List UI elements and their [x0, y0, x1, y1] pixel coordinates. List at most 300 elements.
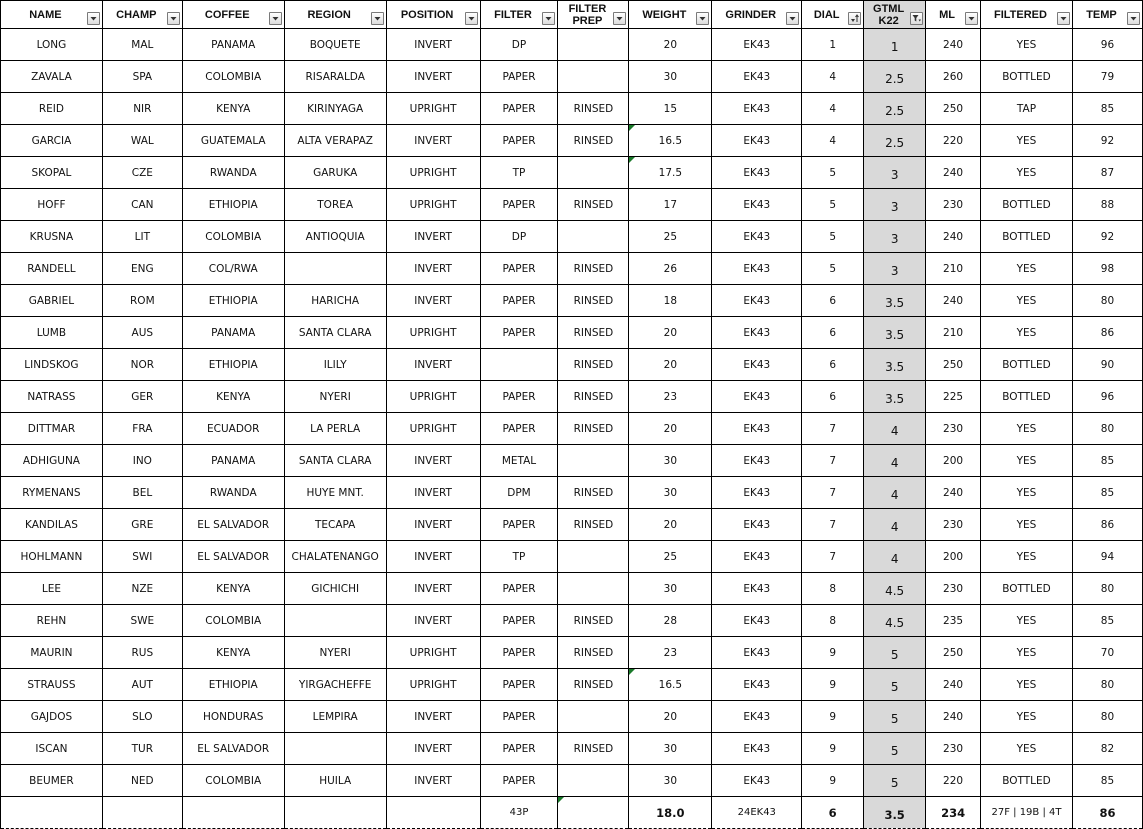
cell-coffee[interactable]: COL/RWA — [182, 253, 284, 285]
cell-position[interactable]: INVERT — [386, 573, 480, 605]
cell-position[interactable]: INVERT — [386, 29, 480, 61]
cell-weight[interactable]: 16.5 — [629, 125, 712, 157]
cell-gtml-k22[interactable]: 3 — [864, 157, 926, 189]
cell-weight[interactable]: 30 — [629, 765, 712, 797]
cell-dial[interactable]: 1 — [802, 29, 864, 61]
cell-coffee[interactable]: COLOMBIA — [182, 605, 284, 637]
cell-grinder[interactable]: EK43 — [712, 669, 802, 701]
total-gtml-k22[interactable]: 3.5 — [864, 797, 926, 829]
cell-gtml-k22[interactable]: 3.5 — [864, 285, 926, 317]
cell-temp[interactable]: 96 — [1072, 381, 1142, 413]
cell-dial[interactable]: 6 — [802, 349, 864, 381]
cell-filter-prep[interactable]: RINSED — [558, 509, 629, 541]
cell-weight[interactable]: 25 — [629, 221, 712, 253]
cell-dial[interactable]: 4 — [802, 61, 864, 93]
cell-filtered[interactable]: YES — [981, 637, 1073, 669]
cell-name[interactable]: STRAUSS — [1, 669, 103, 701]
cell-filter-prep[interactable] — [558, 61, 629, 93]
cell-temp[interactable]: 92 — [1072, 125, 1142, 157]
cell-region[interactable]: CHALATENANGO — [284, 541, 386, 573]
cell-dial[interactable]: 5 — [802, 157, 864, 189]
cell-gtml-k22[interactable]: 5 — [864, 765, 926, 797]
cell-filtered[interactable]: YES — [981, 317, 1073, 349]
cell-coffee[interactable]: KENYA — [182, 381, 284, 413]
cell-gtml-k22[interactable]: 3.5 — [864, 349, 926, 381]
cell-coffee[interactable]: COLOMBIA — [182, 765, 284, 797]
cell-weight[interactable]: 30 — [629, 445, 712, 477]
chevron-down-icon[interactable] — [613, 12, 626, 25]
cell-champ[interactable]: ENG — [102, 253, 182, 285]
cell-name[interactable]: RANDELL — [1, 253, 103, 285]
cell-position[interactable]: INVERT — [386, 61, 480, 93]
cell-filtered[interactable]: BOTTLED — [981, 765, 1073, 797]
cell-coffee[interactable]: ETHIOPIA — [182, 669, 284, 701]
cell-name[interactable]: REHN — [1, 605, 103, 637]
cell-coffee[interactable]: GUATEMALA — [182, 125, 284, 157]
cell-position[interactable]: INVERT — [386, 349, 480, 381]
cell-champ[interactable]: NIR — [102, 93, 182, 125]
cell-champ[interactable]: CAN — [102, 189, 182, 221]
cell-region[interactable] — [284, 733, 386, 765]
cell-region[interactable]: TOREA — [284, 189, 386, 221]
cell-dial[interactable]: 7 — [802, 509, 864, 541]
cell-name[interactable]: RYMENANS — [1, 477, 103, 509]
cell-champ[interactable]: MAL — [102, 29, 182, 61]
cell-weight[interactable]: 23 — [629, 637, 712, 669]
cell-filter-prep[interactable]: RINSED — [558, 349, 629, 381]
cell-temp[interactable]: 88 — [1072, 189, 1142, 221]
cell-coffee[interactable]: EL SALVADOR — [182, 541, 284, 573]
cell-temp[interactable]: 94 — [1072, 541, 1142, 573]
cell-region[interactable]: HARICHA — [284, 285, 386, 317]
cell-ml[interactable]: 250 — [926, 93, 981, 125]
chevron-down-icon[interactable] — [269, 12, 282, 25]
cell-filtered[interactable]: YES — [981, 445, 1073, 477]
cell-temp[interactable]: 92 — [1072, 221, 1142, 253]
cell-filter[interactable]: PAPER — [480, 701, 558, 733]
cell-filter[interactable]: TP — [480, 541, 558, 573]
cell-filter[interactable]: DP — [480, 221, 558, 253]
cell-weight[interactable]: 18 — [629, 285, 712, 317]
cell-filter-prep[interactable] — [558, 157, 629, 189]
cell-filter[interactable]: PAPER — [480, 93, 558, 125]
cell-position[interactable]: UPRIGHT — [386, 157, 480, 189]
cell-name[interactable]: LINDSKOG — [1, 349, 103, 381]
cell-filter[interactable]: PAPER — [480, 733, 558, 765]
cell-region[interactable]: KIRINYAGA — [284, 93, 386, 125]
cell-filtered[interactable]: YES — [981, 541, 1073, 573]
cell-coffee[interactable]: HONDURAS — [182, 701, 284, 733]
cell-filter-prep[interactable]: RINSED — [558, 285, 629, 317]
cell-ml[interactable]: 220 — [926, 125, 981, 157]
cell-position[interactable]: INVERT — [386, 253, 480, 285]
cell-ml[interactable]: 230 — [926, 509, 981, 541]
cell-grinder[interactable]: EK43 — [712, 765, 802, 797]
cell-temp[interactable]: 80 — [1072, 701, 1142, 733]
total-cell-region[interactable] — [284, 797, 386, 829]
cell-dial[interactable]: 7 — [802, 477, 864, 509]
cell-filtered[interactable]: BOTTLED — [981, 573, 1073, 605]
total-filtered[interactable]: 27F | 19B | 4T — [981, 797, 1073, 829]
cell-ml[interactable]: 230 — [926, 189, 981, 221]
cell-filter[interactable]: PAPER — [480, 125, 558, 157]
cell-grinder[interactable]: EK43 — [712, 61, 802, 93]
chevron-down-icon[interactable] — [167, 12, 180, 25]
cell-coffee[interactable]: KENYA — [182, 637, 284, 669]
cell-dial[interactable]: 9 — [802, 637, 864, 669]
cell-dial[interactable]: 6 — [802, 317, 864, 349]
cell-champ[interactable]: TUR — [102, 733, 182, 765]
cell-ml[interactable]: 250 — [926, 637, 981, 669]
cell-champ[interactable]: ROM — [102, 285, 182, 317]
cell-dial[interactable]: 8 — [802, 573, 864, 605]
cell-filter[interactable]: PAPER — [480, 637, 558, 669]
cell-gtml-k22[interactable]: 5 — [864, 637, 926, 669]
cell-name[interactable]: LUMB — [1, 317, 103, 349]
cell-dial[interactable]: 4 — [802, 125, 864, 157]
cell-weight[interactable]: 16.5 — [629, 669, 712, 701]
cell-filtered[interactable]: YES — [981, 669, 1073, 701]
cell-filter[interactable]: PAPER — [480, 413, 558, 445]
sort-ascending-icon[interactable] — [848, 12, 861, 25]
cell-ml[interactable]: 210 — [926, 253, 981, 285]
cell-position[interactable]: INVERT — [386, 701, 480, 733]
cell-grinder[interactable]: EK43 — [712, 349, 802, 381]
cell-filter-prep[interactable]: RINSED — [558, 669, 629, 701]
cell-region[interactable]: HUYE MNT. — [284, 477, 386, 509]
total-temp[interactable]: 86 — [1072, 797, 1142, 829]
cell-name[interactable]: REID — [1, 93, 103, 125]
cell-filter[interactable]: PAPER — [480, 253, 558, 285]
cell-name[interactable]: NATRASS — [1, 381, 103, 413]
cell-gtml-k22[interactable]: 3.5 — [864, 381, 926, 413]
cell-gtml-k22[interactable]: 5 — [864, 733, 926, 765]
cell-weight[interactable]: 15 — [629, 93, 712, 125]
cell-champ[interactable]: NED — [102, 765, 182, 797]
cell-champ[interactable]: GER — [102, 381, 182, 413]
cell-filter-prep[interactable] — [558, 29, 629, 61]
cell-ml[interactable]: 250 — [926, 349, 981, 381]
cell-filter-prep[interactable]: RINSED — [558, 381, 629, 413]
cell-filter-prep[interactable]: RINSED — [558, 413, 629, 445]
cell-weight[interactable]: 20 — [629, 317, 712, 349]
cell-weight[interactable]: 20 — [629, 509, 712, 541]
cell-grinder[interactable]: EK43 — [712, 189, 802, 221]
cell-ml[interactable]: 230 — [926, 413, 981, 445]
cell-grinder[interactable]: EK43 — [712, 733, 802, 765]
cell-ml[interactable]: 240 — [926, 29, 981, 61]
cell-region[interactable]: SANTA CLARA — [284, 445, 386, 477]
cell-filter[interactable]: PAPER — [480, 61, 558, 93]
cell-ml[interactable]: 240 — [926, 669, 981, 701]
cell-gtml-k22[interactable]: 4.5 — [864, 605, 926, 637]
cell-temp[interactable]: 82 — [1072, 733, 1142, 765]
cell-weight[interactable]: 26 — [629, 253, 712, 285]
cell-weight[interactable]: 20 — [629, 29, 712, 61]
cell-filter[interactable]: DP — [480, 29, 558, 61]
total-cell-filter-prep[interactable] — [558, 797, 629, 829]
cell-weight[interactable]: 28 — [629, 605, 712, 637]
cell-filter[interactable]: PAPER — [480, 285, 558, 317]
cell-temp[interactable]: 85 — [1072, 605, 1142, 637]
cell-filter-prep[interactable]: RINSED — [558, 317, 629, 349]
chevron-down-icon[interactable] — [1127, 12, 1140, 25]
chevron-down-icon[interactable] — [371, 12, 384, 25]
cell-dial[interactable]: 9 — [802, 701, 864, 733]
cell-ml[interactable]: 230 — [926, 573, 981, 605]
cell-weight[interactable]: 17.5 — [629, 157, 712, 189]
cell-position[interactable]: UPRIGHT — [386, 637, 480, 669]
cell-filter[interactable]: PAPER — [480, 765, 558, 797]
cell-ml[interactable]: 200 — [926, 541, 981, 573]
cell-name[interactable]: KANDILAS — [1, 509, 103, 541]
cell-champ[interactable]: AUT — [102, 669, 182, 701]
cell-filter[interactable]: DPM — [480, 477, 558, 509]
cell-champ[interactable]: NOR — [102, 349, 182, 381]
cell-weight[interactable]: 17 — [629, 189, 712, 221]
cell-temp[interactable]: 70 — [1072, 637, 1142, 669]
cell-champ[interactable]: INO — [102, 445, 182, 477]
cell-dial[interactable]: 6 — [802, 285, 864, 317]
cell-name[interactable]: DITTMAR — [1, 413, 103, 445]
cell-region[interactable] — [284, 253, 386, 285]
cell-ml[interactable]: 220 — [926, 765, 981, 797]
cell-champ[interactable]: AUS — [102, 317, 182, 349]
cell-name[interactable]: GAJDOS — [1, 701, 103, 733]
cell-position[interactable]: INVERT — [386, 765, 480, 797]
cell-filtered[interactable]: BOTTLED — [981, 189, 1073, 221]
cell-ml[interactable]: 235 — [926, 605, 981, 637]
cell-ml[interactable]: 225 — [926, 381, 981, 413]
cell-dial[interactable]: 4 — [802, 93, 864, 125]
cell-region[interactable]: LA PERLA — [284, 413, 386, 445]
cell-ml[interactable]: 210 — [926, 317, 981, 349]
cell-coffee[interactable]: RWANDA — [182, 157, 284, 189]
cell-name[interactable]: ADHIGUNA — [1, 445, 103, 477]
cell-position[interactable]: INVERT — [386, 445, 480, 477]
cell-temp[interactable]: 96 — [1072, 29, 1142, 61]
total-cell-coffee[interactable] — [182, 797, 284, 829]
cell-gtml-k22[interactable]: 4 — [864, 541, 926, 573]
cell-filter-prep[interactable] — [558, 221, 629, 253]
cell-region[interactable]: ILILY — [284, 349, 386, 381]
cell-ml[interactable]: 240 — [926, 285, 981, 317]
cell-grinder[interactable]: EK43 — [712, 573, 802, 605]
cell-filter-prep[interactable]: RINSED — [558, 733, 629, 765]
cell-region[interactable]: HUILA — [284, 765, 386, 797]
cell-filtered[interactable]: YES — [981, 701, 1073, 733]
total-filter[interactable]: 43P — [480, 797, 558, 829]
cell-gtml-k22[interactable]: 1 — [864, 29, 926, 61]
cell-weight[interactable]: 30 — [629, 573, 712, 605]
cell-champ[interactable]: FRA — [102, 413, 182, 445]
cell-grinder[interactable]: EK43 — [712, 477, 802, 509]
cell-ml[interactable]: 230 — [926, 733, 981, 765]
cell-region[interactable]: YIRGACHEFFE — [284, 669, 386, 701]
cell-temp[interactable]: 85 — [1072, 765, 1142, 797]
total-cell-position[interactable] — [386, 797, 480, 829]
cell-filtered[interactable]: BOTTLED — [981, 349, 1073, 381]
cell-temp[interactable]: 80 — [1072, 413, 1142, 445]
cell-temp[interactable]: 85 — [1072, 93, 1142, 125]
cell-coffee[interactable]: PANAMA — [182, 29, 284, 61]
cell-temp[interactable]: 86 — [1072, 317, 1142, 349]
chevron-down-icon[interactable] — [465, 12, 478, 25]
cell-grinder[interactable]: EK43 — [712, 29, 802, 61]
cell-coffee[interactable]: KENYA — [182, 93, 284, 125]
cell-gtml-k22[interactable]: 4.5 — [864, 573, 926, 605]
cell-dial[interactable]: 9 — [802, 669, 864, 701]
cell-filter[interactable]: PAPER — [480, 573, 558, 605]
cell-name[interactable]: GABRIEL — [1, 285, 103, 317]
cell-position[interactable]: INVERT — [386, 733, 480, 765]
cell-region[interactable]: BOQUETE — [284, 29, 386, 61]
cell-filter[interactable]: PAPER — [480, 317, 558, 349]
cell-champ[interactable]: SWI — [102, 541, 182, 573]
cell-filter[interactable]: METAL — [480, 445, 558, 477]
cell-weight[interactable]: 25 — [629, 541, 712, 573]
cell-filter-prep[interactable]: RINSED — [558, 477, 629, 509]
cell-filter[interactable] — [480, 349, 558, 381]
cell-ml[interactable]: 240 — [926, 221, 981, 253]
cell-filter[interactable]: PAPER — [480, 189, 558, 221]
cell-filter-prep[interactable]: RINSED — [558, 189, 629, 221]
cell-grinder[interactable]: EK43 — [712, 445, 802, 477]
cell-filtered[interactable]: BOTTLED — [981, 221, 1073, 253]
cell-position[interactable]: INVERT — [386, 605, 480, 637]
cell-ml[interactable]: 240 — [926, 157, 981, 189]
cell-position[interactable]: INVERT — [386, 541, 480, 573]
cell-position[interactable]: UPRIGHT — [386, 189, 480, 221]
total-grinder[interactable]: 24EK43 — [712, 797, 802, 829]
cell-position[interactable]: INVERT — [386, 221, 480, 253]
cell-filter-prep[interactable]: RINSED — [558, 125, 629, 157]
cell-champ[interactable]: RUS — [102, 637, 182, 669]
cell-filter-prep[interactable]: RINSED — [558, 605, 629, 637]
cell-grinder[interactable]: EK43 — [712, 125, 802, 157]
cell-position[interactable]: INVERT — [386, 509, 480, 541]
cell-region[interactable]: GARUKA — [284, 157, 386, 189]
cell-filter[interactable]: PAPER — [480, 669, 558, 701]
cell-name[interactable]: KRUSNA — [1, 221, 103, 253]
cell-gtml-k22[interactable]: 4 — [864, 413, 926, 445]
cell-champ[interactable]: NZE — [102, 573, 182, 605]
cell-region[interactable] — [284, 605, 386, 637]
cell-filter-prep[interactable]: RINSED — [558, 93, 629, 125]
cell-filter-prep[interactable]: RINSED — [558, 637, 629, 669]
cell-gtml-k22[interactable]: 3 — [864, 189, 926, 221]
cell-name[interactable]: SKOPAL — [1, 157, 103, 189]
cell-grinder[interactable]: EK43 — [712, 509, 802, 541]
cell-ml[interactable]: 240 — [926, 477, 981, 509]
cell-temp[interactable]: 98 — [1072, 253, 1142, 285]
cell-dial[interactable]: 9 — [802, 733, 864, 765]
cell-gtml-k22[interactable]: 5 — [864, 701, 926, 733]
cell-dial[interactable]: 9 — [802, 765, 864, 797]
cell-ml[interactable]: 200 — [926, 445, 981, 477]
cell-temp[interactable]: 80 — [1072, 573, 1142, 605]
cell-dial[interactable]: 8 — [802, 605, 864, 637]
cell-name[interactable]: BEUMER — [1, 765, 103, 797]
cell-filtered[interactable]: YES — [981, 413, 1073, 445]
cell-temp[interactable]: 86 — [1072, 509, 1142, 541]
cell-name[interactable]: ZAVALA — [1, 61, 103, 93]
cell-filter-prep[interactable] — [558, 445, 629, 477]
cell-weight[interactable]: 30 — [629, 477, 712, 509]
chevron-down-icon[interactable] — [87, 12, 100, 25]
cell-filtered[interactable]: YES — [981, 253, 1073, 285]
cell-position[interactable]: UPRIGHT — [386, 413, 480, 445]
cell-filtered[interactable]: YES — [981, 509, 1073, 541]
chevron-down-icon[interactable] — [786, 12, 799, 25]
cell-dial[interactable]: 7 — [802, 413, 864, 445]
cell-filtered[interactable]: YES — [981, 125, 1073, 157]
cell-weight[interactable]: 20 — [629, 349, 712, 381]
cell-dial[interactable]: 5 — [802, 189, 864, 221]
chevron-down-icon[interactable] — [696, 12, 709, 25]
cell-gtml-k22[interactable]: 3 — [864, 253, 926, 285]
cell-grinder[interactable]: EK43 — [712, 157, 802, 189]
cell-grinder[interactable]: EK43 — [712, 93, 802, 125]
cell-filter[interactable]: PAPER — [480, 509, 558, 541]
cell-region[interactable]: RISARALDA — [284, 61, 386, 93]
cell-region[interactable]: SANTA CLARA — [284, 317, 386, 349]
cell-filter-prep[interactable]: RINSED — [558, 253, 629, 285]
cell-dial[interactable]: 7 — [802, 541, 864, 573]
cell-filter[interactable]: PAPER — [480, 381, 558, 413]
cell-coffee[interactable]: KENYA — [182, 573, 284, 605]
cell-name[interactable]: GARCIA — [1, 125, 103, 157]
cell-weight[interactable]: 20 — [629, 701, 712, 733]
cell-champ[interactable]: CZE — [102, 157, 182, 189]
cell-temp[interactable]: 87 — [1072, 157, 1142, 189]
cell-grinder[interactable]: EK43 — [712, 253, 802, 285]
total-cell-name[interactable] — [1, 797, 103, 829]
cell-coffee[interactable]: PANAMA — [182, 445, 284, 477]
cell-coffee[interactable]: ETHIOPIA — [182, 349, 284, 381]
cell-filtered[interactable]: YES — [981, 605, 1073, 637]
cell-ml[interactable]: 240 — [926, 701, 981, 733]
cell-name[interactable]: LEE — [1, 573, 103, 605]
cell-weight[interactable]: 20 — [629, 413, 712, 445]
cell-position[interactable]: UPRIGHT — [386, 93, 480, 125]
cell-position[interactable]: UPRIGHT — [386, 317, 480, 349]
cell-temp[interactable]: 90 — [1072, 349, 1142, 381]
cell-champ[interactable]: WAL — [102, 125, 182, 157]
cell-filter[interactable]: PAPER — [480, 605, 558, 637]
cell-champ[interactable]: SLO — [102, 701, 182, 733]
cell-coffee[interactable]: COLOMBIA — [182, 221, 284, 253]
cell-region[interactable]: TECAPA — [284, 509, 386, 541]
cell-champ[interactable]: SPA — [102, 61, 182, 93]
cell-coffee[interactable]: EL SALVADOR — [182, 509, 284, 541]
cell-gtml-k22[interactable]: 5 — [864, 669, 926, 701]
cell-weight[interactable]: 23 — [629, 381, 712, 413]
cell-filtered[interactable]: TAP — [981, 93, 1073, 125]
cell-grinder[interactable]: EK43 — [712, 605, 802, 637]
cell-coffee[interactable]: EL SALVADOR — [182, 733, 284, 765]
total-weight[interactable]: 18.0 — [629, 797, 712, 829]
cell-name[interactable]: MAURIN — [1, 637, 103, 669]
cell-gtml-k22[interactable]: 2.5 — [864, 93, 926, 125]
cell-filter-prep[interactable] — [558, 541, 629, 573]
cell-filtered[interactable]: YES — [981, 477, 1073, 509]
chevron-down-icon[interactable] — [542, 12, 555, 25]
cell-champ[interactable]: BEL — [102, 477, 182, 509]
cell-name[interactable]: ISCAN — [1, 733, 103, 765]
cell-temp[interactable]: 80 — [1072, 285, 1142, 317]
chevron-down-icon[interactable] — [1057, 12, 1070, 25]
